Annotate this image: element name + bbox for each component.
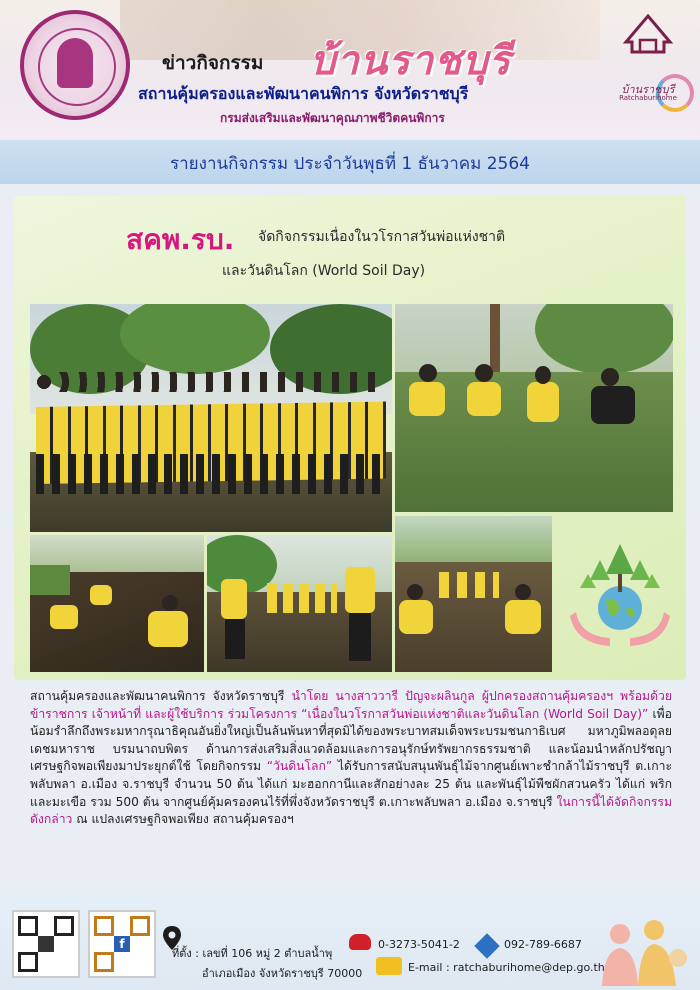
- body-segment-4: “วันดินโลก”: [266, 759, 333, 774]
- email-icon: [376, 957, 402, 975]
- phone-number[interactable]: 0-3273-5041-2: [378, 938, 460, 951]
- ratchaburi-home-logo: [608, 10, 690, 122]
- photo-group: [30, 304, 392, 532]
- news-label: ข่าวกิจกรรม: [162, 52, 264, 74]
- phone-icon: [349, 934, 371, 950]
- line-qr-code[interactable]: [12, 910, 80, 978]
- headline-line-1: จัดกิจกรรมเนื่องในวโรกาสวันพ่อแห่งชาติ: [258, 229, 506, 245]
- people-decoration-icon: [592, 916, 692, 986]
- body-segment-7: ณ แปลงเศรษฐกิจพอเพียง สถานคุ้มครองฯ: [72, 812, 294, 827]
- body-segment-3: เพื่อน้อมรำลึกถึงพระมหากรุณาธิคุณอันยิ่งใหญ่เป็นล้นพ้นหาที่สุดมิได้ของพระบาทสมเด็จพระบรมชนกาธิเบศ มหาภูมิพลอดุลยเดชมหาราช บรมนาถบพิตร ด้านการส่งเสริมสิ่งแวดล้อมและการอนุรักษ์ทรัพยากรธรรมชาติ และน้อมนำหลักปรัชญาเศรษฐกิจพอเพียงมาประยุกต์ใช้ โดยกิจกรรม: [30, 706, 672, 774]
- headline-line-2: และวันดินโลก (World Soil Day): [222, 263, 426, 279]
- facebook-qr-code[interactable]: [88, 910, 156, 978]
- body-segment-6: ในการนี้ได้จัดกิจกรรมดังกล่าว: [30, 794, 672, 827]
- logo-text: บ้านราชบุรี: [621, 83, 675, 96]
- photo-planting-row-2: [207, 535, 392, 672]
- body-segment-2: นำโดย นางสาววารี ปัญจะผลินกูล ผู้ปกครองสถานคุ้มครองฯ พร้อมด้วย ข้าราชการ เจ้าหน้าที่ และผู้ใช้บริการ ร่วมโครงการ “เนื่องในวโรกาสวันพ่อแห่งชาติและวันดินโลก (World Soil Day)”: [30, 689, 672, 721]
- department-name: กรมส่งเสริมและพัฒนาคุณภาพชีวิตคนพิการ: [220, 111, 445, 125]
- body-segment-5: ได้รับการสนับสนุนพันธุ์ไม้จากศูนย์เพาะชำกล้าไม้ราชบุรี ต.เกาะพลับพลา อ.เมือง จ.ราชบุรี จำนวน 50 ต้น ได้แก่ มะฮอกกานีและสักอย่างละ 25 ต้น และพันธุ์ไม้พืชผักสวนครัว ได้แก่ พริกและมะเขือ รวม 500 ต้น จากศูนย์คุ้มครองคนไร้ที่พึ่งจังหวัดราชบุรี ต.เกาะพลับพลา อ.เมือง จ.ราชบุรี: [30, 759, 672, 809]
- report-date-banner: [0, 140, 700, 184]
- tree-in-hands-icon: [570, 530, 670, 650]
- email-address[interactable]: E-mail : ratchaburihome@dep.go.th: [408, 961, 605, 974]
- photo-planting-officials: [395, 304, 673, 512]
- address-line-1: ที่ตั้ง : เลขที่ 106 หมู่ 2 ตำบลน้ำพุ: [172, 947, 333, 960]
- organization-seal-logo: [20, 10, 130, 120]
- page-header: [0, 0, 700, 138]
- organization-name: สถานคุ้มครองและพัฒนาคนพิการ จังหวัดราชบุรี: [138, 84, 469, 103]
- photo-planting-row-3: [395, 516, 552, 672]
- article-body: [30, 688, 672, 829]
- mobile-number[interactable]: 092-789-6687: [504, 938, 582, 951]
- brand-title: บ้านราชบุรี: [310, 37, 512, 84]
- photo-planting-row-1: [30, 535, 204, 672]
- organization-abbreviation: สคพ.รบ.: [126, 223, 235, 256]
- body-segment-1: สถานคุ้มครองและพัฒนาคนพิการ จังหวัดราชบุรี: [30, 689, 292, 703]
- facebook-icon: f: [114, 936, 130, 952]
- report-title: รายงานกิจกรรม ประจำวันพุธที่ 1 ธันวาคม 2564: [170, 154, 530, 174]
- address-line-2: อำเภอเมือง จังหวัดราชบุรี 70000: [202, 967, 363, 980]
- logo-subtext: Ratchaburihome: [619, 94, 677, 102]
- thai-roof-icon: [618, 14, 678, 54]
